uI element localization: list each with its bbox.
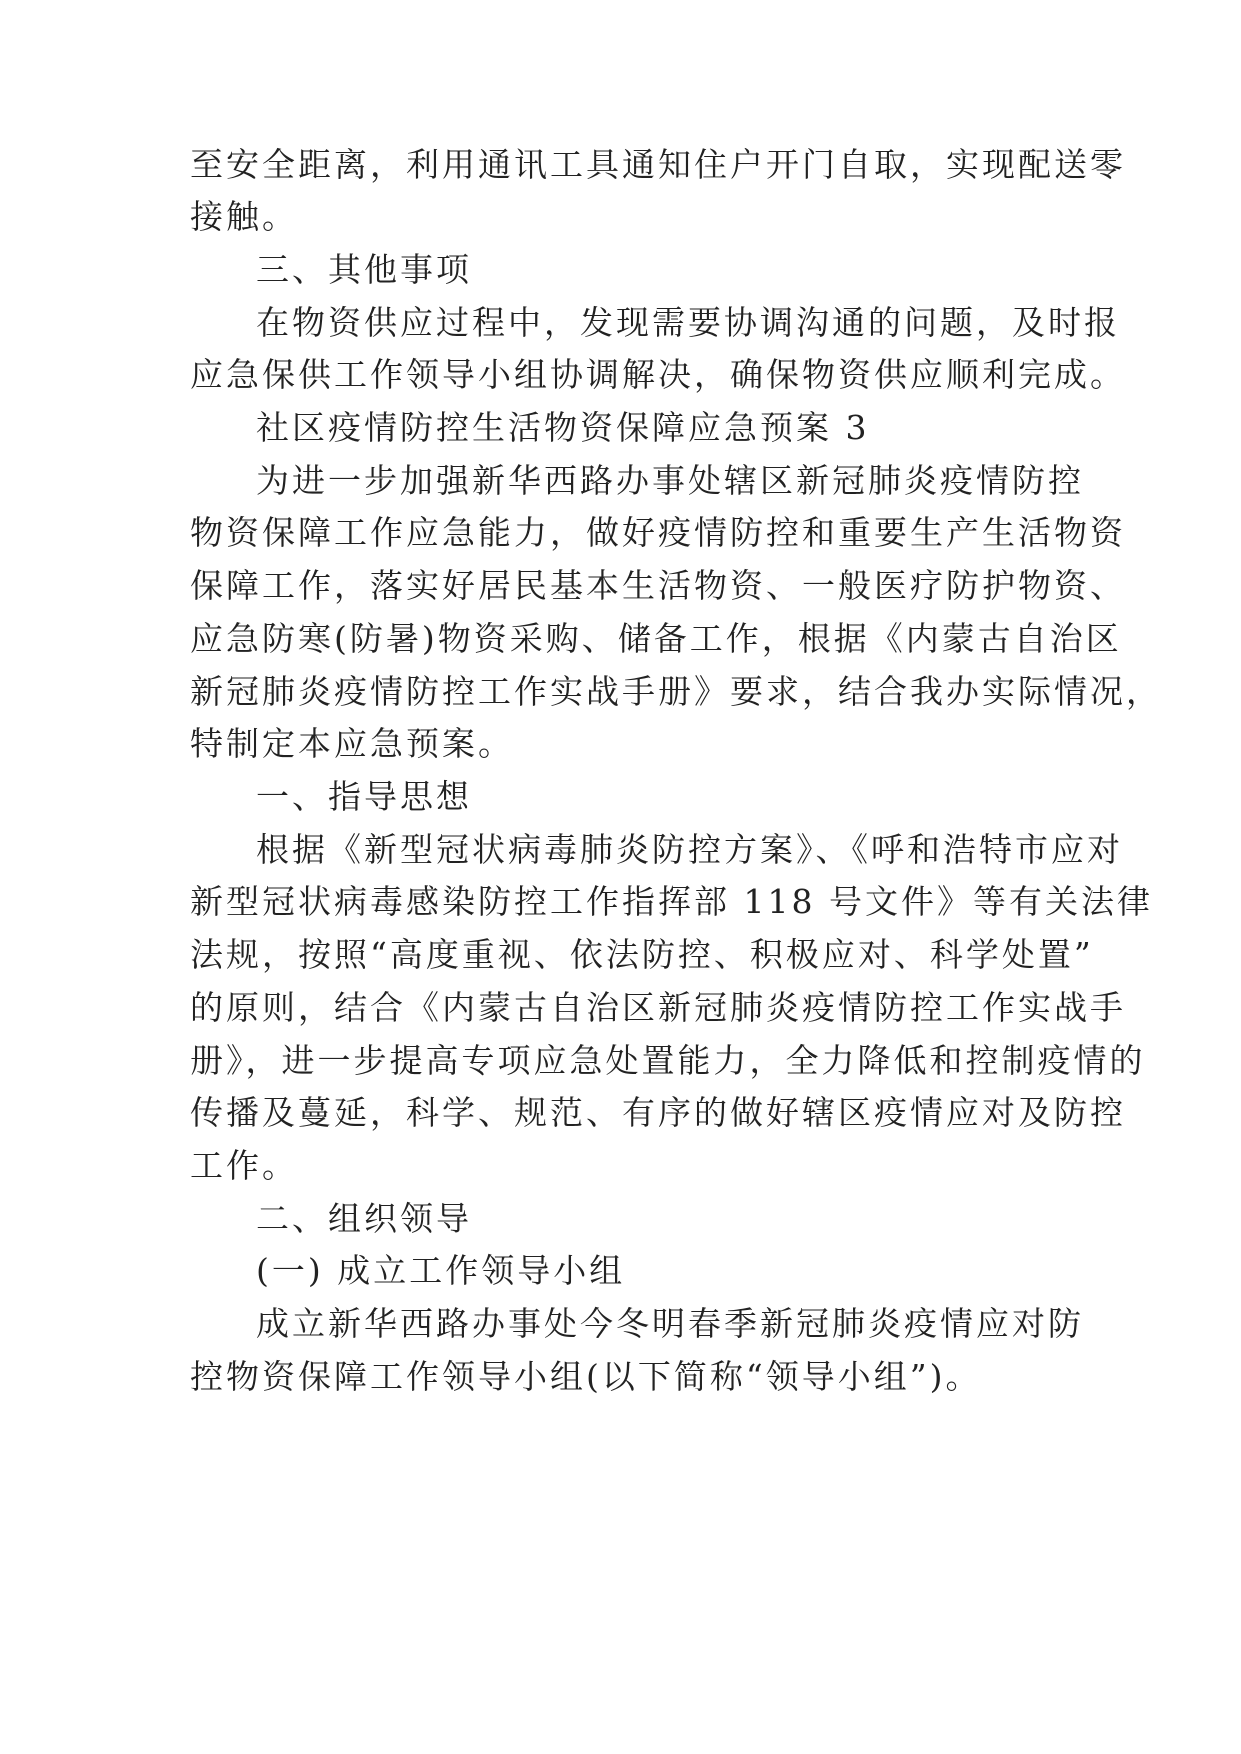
text-line: 工作。	[190, 1146, 298, 1185]
text-line: 应急保供工作领导小组协调解决，确保物资供应顺利完成。	[190, 355, 1126, 394]
text-line: 控物资保障工作领导小组(以下简称“领导小组”)。	[190, 1357, 982, 1396]
text-line: 成立新华西路办事处今冬明春季新冠肺炎疫情应对防	[256, 1304, 1084, 1343]
text-line: 册》，进一步提高专项应急处置能力，全力降低和控制疫情的	[190, 1041, 1146, 1080]
text-line: 法规，按照“高度重视、依法防控、积极应对、科学处置”	[190, 935, 1094, 974]
section-heading: 一、指导思想	[256, 777, 472, 816]
document-title: 社区疫情防控生活物资保障应急预案 3	[256, 408, 870, 447]
section-heading: 三、其他事项	[256, 250, 472, 289]
text-line: 传播及蔓延，科学、规范、有序的做好辖区疫情应对及防控	[190, 1093, 1126, 1132]
text-line: 至安全距离，利用通讯工具通知住户开门自取，实现配送零	[190, 145, 1126, 184]
text-line: 在物资供应过程中，发现需要协调沟通的问题，及时报	[256, 303, 1120, 342]
text-line: 物资保障工作应急能力，做好疫情防控和重要生产生活物资	[190, 513, 1126, 552]
text-line: 新冠肺炎疫情防控工作实战手册》要求，结合我办实际情况，	[190, 672, 1162, 711]
text-line: 应急防寒(防暑)物资采购、储备工作，根据《内蒙古自治区	[190, 619, 1122, 658]
text-line: 根据《新型冠状病毒肺炎防控方案》、《呼和浩特市应对	[256, 830, 1123, 869]
text-line: 保障工作，落实好居民基本生活物资、一般医疗防护物资、	[190, 566, 1126, 605]
section-heading: 二、组织领导	[256, 1199, 472, 1238]
subsection-heading: (一) 成立工作领导小组	[256, 1251, 626, 1290]
text-line: 特制定本应急预案。	[190, 724, 514, 763]
text-line: 的原则，结合《内蒙古自治区新冠肺炎疫情防控工作实战手	[190, 988, 1126, 1027]
text-line: 新型冠状病毒感染防控工作指挥部 118 号文件》等有关法律	[190, 882, 1153, 921]
text-line: 为进一步加强新华西路办事处辖区新冠肺炎疫情防控	[256, 461, 1084, 500]
text-line: 接触。	[190, 197, 298, 236]
